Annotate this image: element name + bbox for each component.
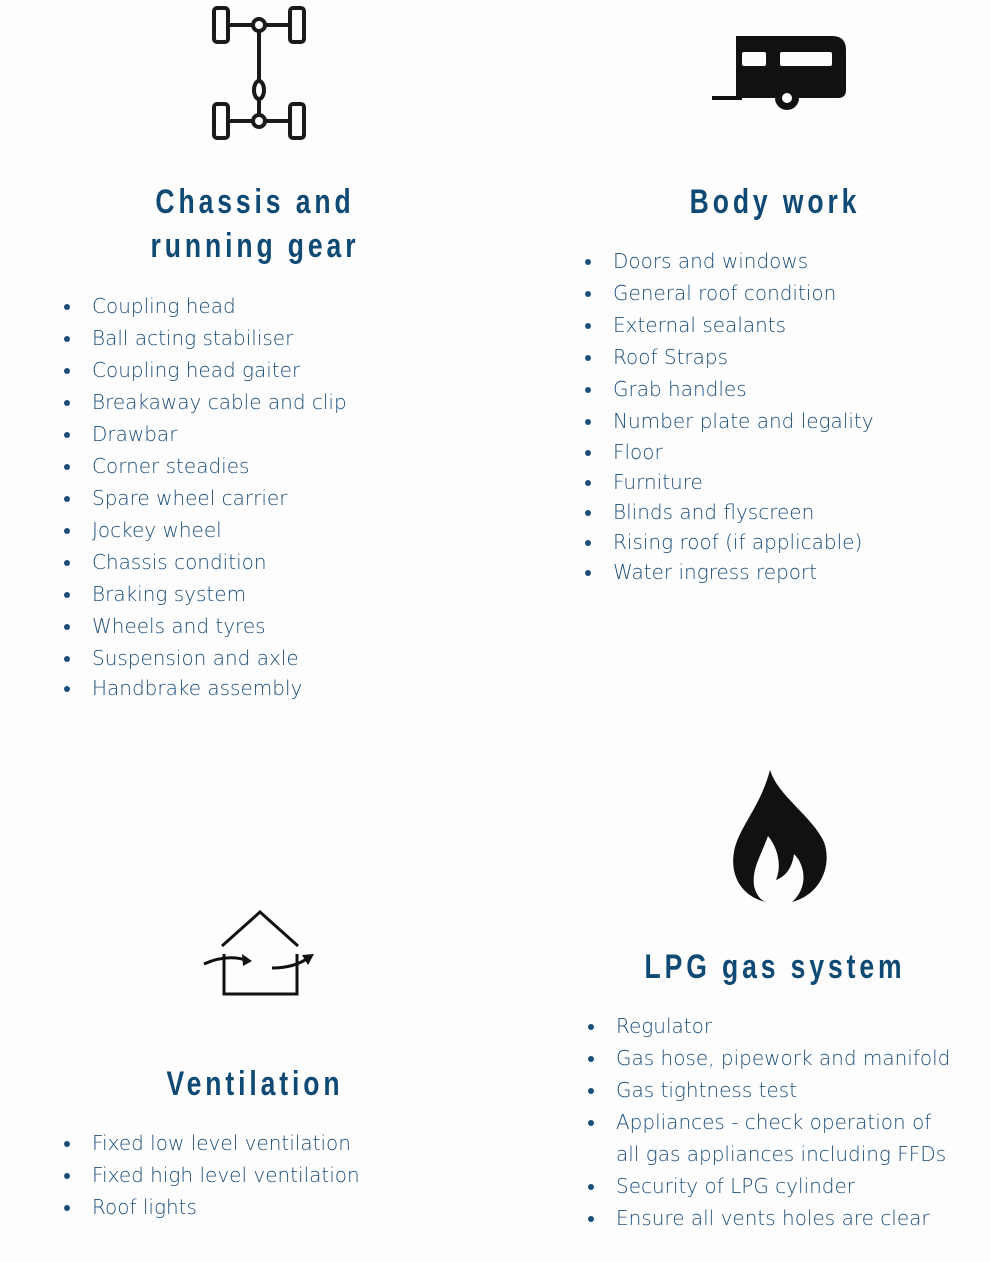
list-item: Doors and windows xyxy=(585,245,874,277)
ventilation-title: Ventilation xyxy=(166,1065,344,1103)
list-item: Furniture xyxy=(585,467,874,497)
list-item: Coupling head xyxy=(64,290,347,322)
list-item: Breakaway cable and clip xyxy=(64,386,347,418)
list-item: Fixed high level ventilation xyxy=(64,1159,360,1191)
list-item: Water ingress report xyxy=(585,557,874,587)
lpg-title: LPG gas system xyxy=(644,948,906,986)
list-item: Number plate and legality xyxy=(585,405,874,437)
list-item: Regulator xyxy=(588,1010,961,1042)
caravan-icon xyxy=(712,32,848,112)
list-item: Jockey wheel xyxy=(64,514,347,546)
list-item: Coupling head gaiter xyxy=(64,354,347,386)
body-work-checklist xyxy=(585,245,874,587)
list-item: Spare wheel carrier xyxy=(64,482,347,514)
flame-icon xyxy=(730,770,828,904)
list-item: Fixed low level ventilation xyxy=(64,1127,360,1159)
list-item: Gas tightness test xyxy=(588,1074,961,1106)
list-item: Grab handles xyxy=(585,373,874,405)
list-item: Gas hose, pipework and manifold xyxy=(588,1042,961,1074)
list-item: Rising roof (if applicable) xyxy=(585,527,874,557)
chassis-axle-icon xyxy=(208,4,310,140)
list-item: Drawbar xyxy=(64,418,347,450)
chassis-title-line2: running gear xyxy=(150,227,360,265)
body-work-title: Body work xyxy=(689,183,861,221)
list-item: Blinds and flyscreen xyxy=(585,497,874,527)
list-item: Braking system xyxy=(64,578,347,610)
list-item: Handbrake assembly xyxy=(64,674,347,702)
list-item: Roof Straps xyxy=(585,341,874,373)
list-item: Ensure all vents holes are clear xyxy=(588,1202,961,1234)
lpg-checklist xyxy=(588,1010,961,1234)
list-item: General roof condition xyxy=(585,277,874,309)
list-item: Appliances - check operation of all gas appliances including FFDs xyxy=(588,1106,961,1170)
list-item: Ball acting stabiliser xyxy=(64,322,347,354)
list-item: External sealants xyxy=(585,309,874,341)
list-item: Corner steadies xyxy=(64,450,347,482)
list-item: Security of LPG cylinder xyxy=(588,1170,961,1202)
chassis-checklist xyxy=(64,290,347,702)
list-item: Suspension and axle xyxy=(64,642,347,674)
ventilation-checklist xyxy=(64,1127,360,1223)
list-item: Roof lights xyxy=(64,1191,360,1223)
list-item: Floor xyxy=(585,437,874,467)
chassis-title-line1: Chassis and xyxy=(155,183,355,221)
list-item: Wheels and tyres xyxy=(64,610,347,642)
house-airflow-icon xyxy=(202,908,318,1000)
list-item: Chassis condition xyxy=(64,546,347,578)
